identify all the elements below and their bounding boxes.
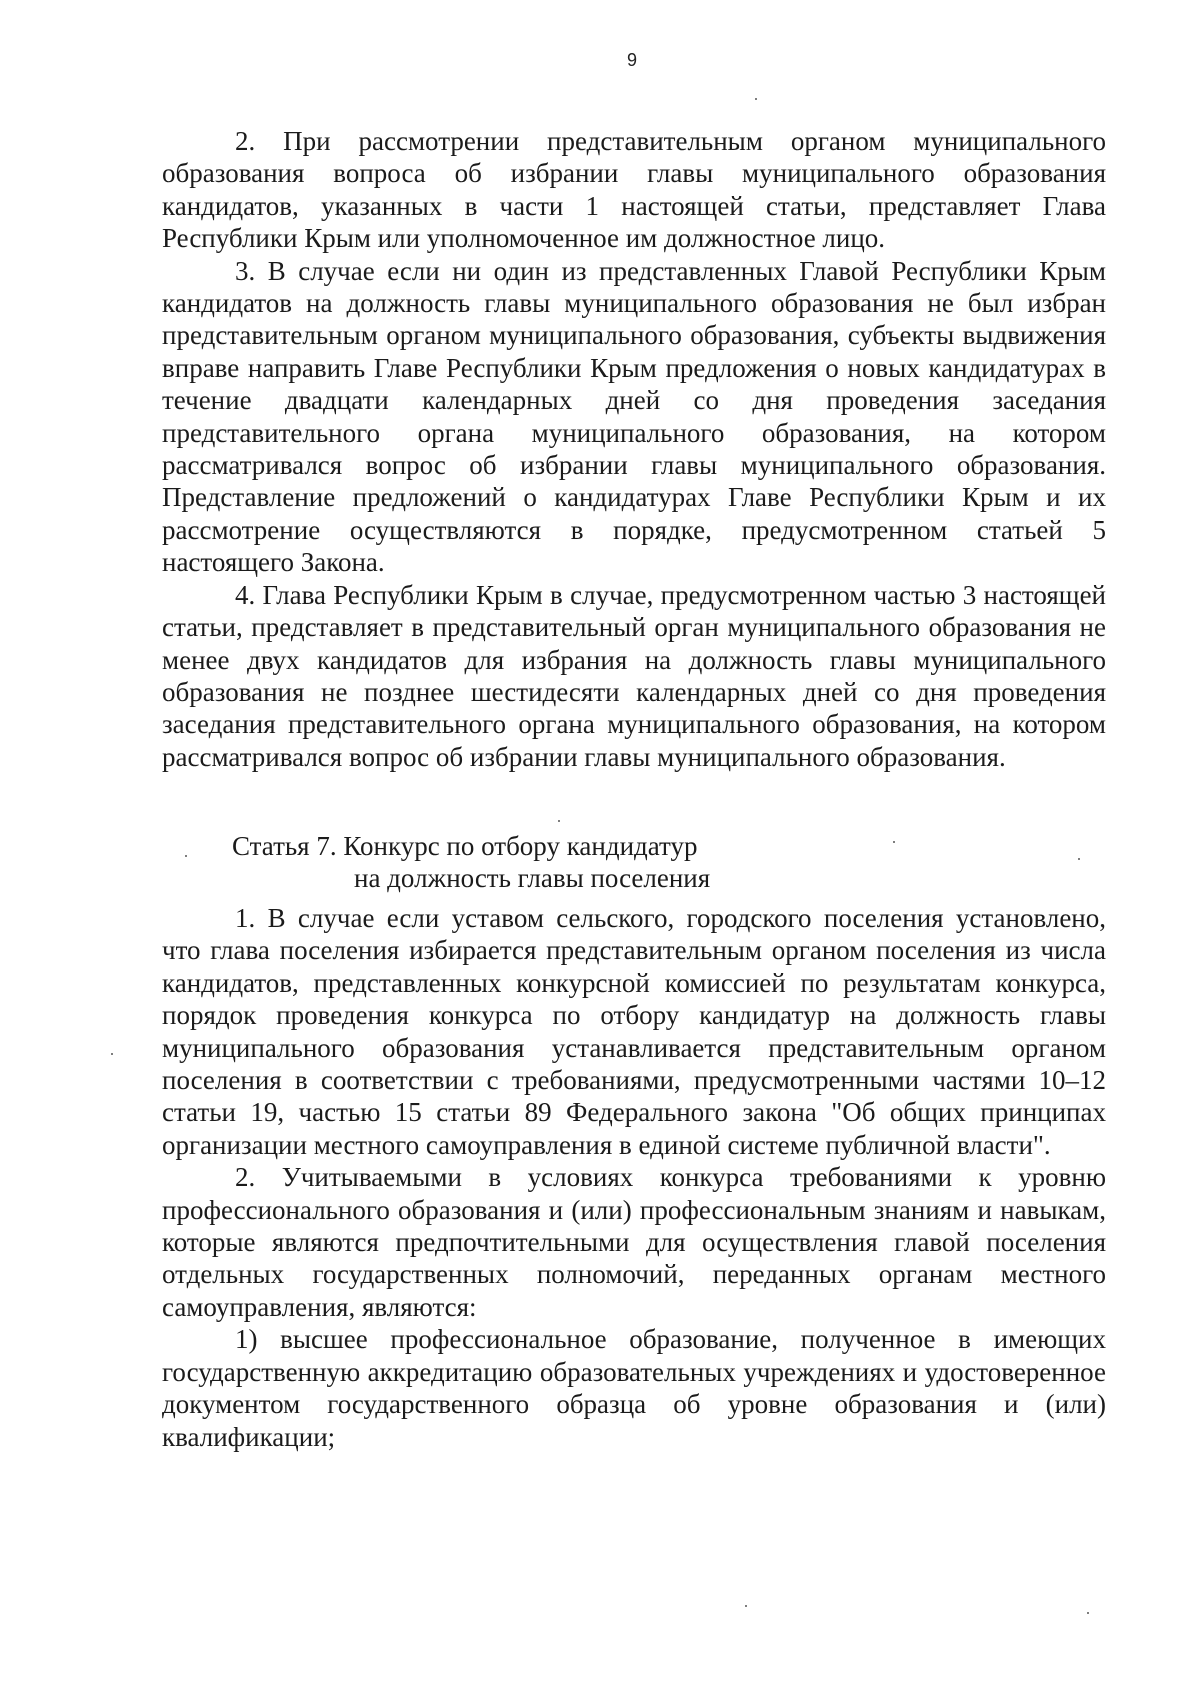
scan-speck bbox=[1087, 1612, 1089, 1614]
scan-speck bbox=[558, 820, 560, 822]
scan-speck bbox=[893, 841, 895, 843]
article-7-body bbox=[162, 902, 1106, 1453]
article-6-continued bbox=[162, 125, 1106, 773]
page-number: 9 bbox=[626, 50, 637, 70]
article-7-heading bbox=[232, 830, 832, 895]
scan-speck bbox=[755, 98, 757, 100]
scan-speck bbox=[111, 1053, 113, 1055]
paragraph-7-1: 1. В случае если уставом сельского, городского поселения установлено, что глава поселения избирается представительным органом поселения из числа кандидатов, представленных конкурсной комиссией по результатам конкурса, порядок проведения конкурса по отбору кандидатур на должность главы муниципального образования устанавливается представительным органом поселения в соответствии с требованиями, предусмотренными частями 10–12 статьи 19, частью 15 статьи 89 Федерального закона "Об общих принципах организации местного самоуправления в единой системе публичной власти". bbox=[162, 903, 1106, 1160]
paragraph-6-3: 3. В случае если ни один из представленных Главой Республики Крым кандидатов на должность главы муниципального образования не был избран представительным органом муниципального образования, субъекты выдвижения вправе направить Главе Республики Крым предложения о новых кандидатурах в течение двадцати календарных дней со дня проведения заседания представительного органа муниципального образования, на котором рассматривался вопрос об избрании главы муниципального образования. Представление предложений о кандидатурах Главе Республики Крым и их рассмотрение осуществляются в порядке, предусмотренном статьей 5 настоящего Закона. bbox=[162, 255, 1106, 578]
scan-speck bbox=[185, 855, 187, 857]
paragraph-6-2: 2. При рассмотрении представительным органом муниципального образования вопроса об избрании главы муниципального образования кандидатов, указанных в части 1 настоящей статьи, представляет Глава Республики Крым или уполномоченное им должностное лицо. bbox=[162, 126, 1106, 254]
paragraph-6-4: 4. Глава Республики Крым в случае, предусмотренном частью 3 настоящей статьи, представляет в представительный орган муниципального образования не менее двух кандидатов для избрания на должность главы муниципального образования не позднее шестидесяти календарных дней со дня проведения заседания представительного органа муниципального образования, на котором рассматривался вопрос об избрании главы муниципального образования. bbox=[162, 579, 1106, 772]
article-7-heading-line-2: на должность главы поселения bbox=[354, 863, 711, 894]
paragraph-7-2-item-1: 1) высшее профессиональное образование, полученное в имеющих государственную аккредитацию образовательных учреждениях и удостоверенное документом государственного образца об уровне образования и (или) квалификации; bbox=[162, 1324, 1106, 1452]
article-7-heading-line-1: Статья 7. Конкурс по отбору кандидатур bbox=[232, 831, 698, 861]
scan-speck bbox=[1078, 858, 1080, 860]
scan-speck bbox=[745, 1605, 747, 1607]
paragraph-7-2: 2. Учитываемыми в условиях конкурса требованиями к уровню профессионального образования и (или) профессиональным знаниям и навыкам, которые являются предпочтительными для осуществления главой поселения отдельных государственных полномочий, переданных органам местного самоуправления, являются: bbox=[162, 1162, 1106, 1322]
